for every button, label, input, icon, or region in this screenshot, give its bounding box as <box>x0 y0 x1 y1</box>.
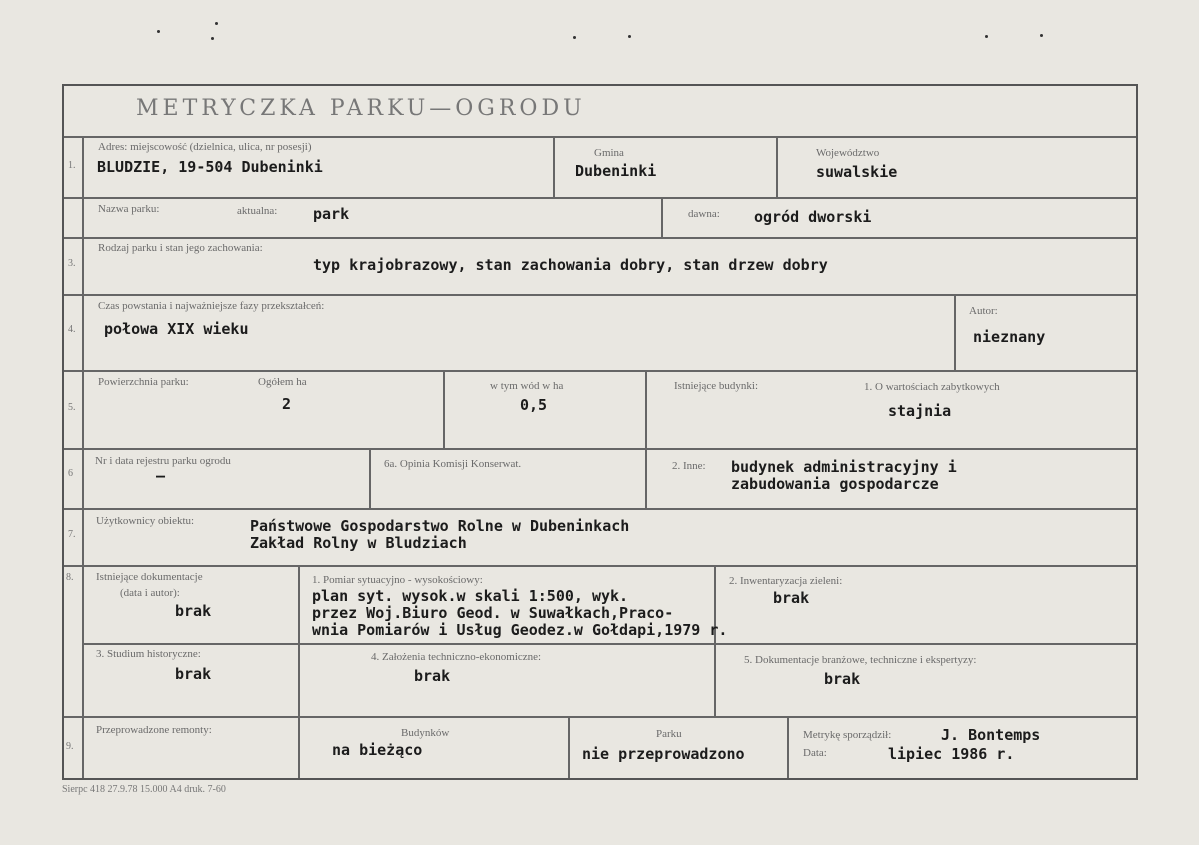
area-label: Powierzchnia parku: <box>98 376 189 388</box>
repairs-park-value: nie przeprowadzono <box>582 745 745 763</box>
other-buildings-value-2: zabudowania gospodarcze <box>731 475 939 493</box>
greenery-inventory-value: brak <box>773 589 810 607</box>
users-value-1: Państwowe Gospodarstwo Rolne w Dubeninkach <box>250 517 630 535</box>
water-area-label: w tym wód w ha <box>490 380 564 392</box>
monument-buildings-label: 1. O wartościach zabytkowych <box>864 381 1000 393</box>
existing-docs-sub-label: (data i autor): <box>120 587 180 599</box>
paper-speck <box>1040 34 1043 37</box>
col-divider <box>645 370 647 448</box>
col-divider <box>954 294 956 370</box>
address-value: BLUDZIE, 19-504 Dubeninki <box>97 158 323 176</box>
paper-speck <box>215 22 218 25</box>
row-number: 1. <box>68 160 76 171</box>
row-number: 5. <box>68 402 76 413</box>
col-divider <box>645 448 647 508</box>
paper-speck <box>628 35 631 38</box>
repairs-label: Przeprowadzone remonty: <box>96 724 212 736</box>
other-buildings-label: 2. Inne: <box>672 460 706 472</box>
paper-speck <box>985 35 988 38</box>
print-footer: Sierpc 418 27.9.78 15.000 A4 druk. 7-60 <box>62 784 226 795</box>
origin-value: połowa XIX wieku <box>104 320 249 338</box>
col-divider <box>714 565 716 716</box>
row-number: 7. <box>68 529 76 540</box>
row-divider <box>64 136 1136 138</box>
row-divider <box>64 508 1136 510</box>
repairs-park-label: Parku <box>656 728 682 740</box>
survey-label: 1. Pomiar sytuacyjno - wysokościowy: <box>312 574 483 586</box>
park-type-label: Rodzaj parku i stan jego zachowania: <box>98 242 263 254</box>
register-label: Nr i data rejestru parku ogrodu <box>95 455 231 467</box>
area-total-label: Ogółem ha <box>258 376 307 388</box>
survey-value-1: plan syt. wysok.w skali 1:500, wyk. <box>312 587 629 605</box>
paper-speck <box>157 30 160 33</box>
row-number: 8. <box>66 572 74 583</box>
branch-docs-label: 5. Dokumentacje branżowe, techniczne i ekspertyzy: <box>744 654 977 666</box>
row-divider <box>64 448 1136 450</box>
author-value: nieznany <box>973 328 1046 346</box>
paper-speck <box>211 37 214 40</box>
greenery-inventory-label: 2. Inwentaryzacja zieleni: <box>729 575 843 587</box>
col-divider <box>553 136 555 197</box>
form-title: METRYCZKA PARKU—OGRODU <box>136 96 586 121</box>
row-number: 9. <box>66 741 74 752</box>
park-type-value: typ krajobrazowy, stan zachowania dobry, stan drzew dobry <box>313 256 828 274</box>
prepared-by-value: J. Bontemps <box>941 726 1041 744</box>
other-buildings-value-1: budynek administracyjny i <box>731 458 957 476</box>
monument-buildings-value: stajnia <box>888 402 952 420</box>
users-value-2: Zakład Rolny w Bludziach <box>250 534 467 552</box>
former-name-value: ogród dworski <box>754 208 872 226</box>
row-number: 4. <box>68 324 76 335</box>
col-divider <box>298 565 300 778</box>
gmina-label: Gmina <box>594 147 624 159</box>
col-divider <box>568 716 570 778</box>
existing-buildings-label: Istniejące budynki: <box>674 380 759 392</box>
col-divider <box>787 716 789 778</box>
existing-docs-label: Istniejące dokumentacje <box>96 571 203 583</box>
branch-docs-value: brak <box>824 670 861 688</box>
paper-speck <box>573 36 576 39</box>
address-label: Adres: miejscowość (dzielnica, ulica, nr posesji) <box>98 141 312 153</box>
repairs-buildings-label: Budynków <box>401 727 450 739</box>
row-divider <box>64 197 1136 199</box>
tech-assumptions-label: 4. Założenia techniczno-ekonomiczne: <box>371 651 542 663</box>
gmina-value: Dubeninki <box>575 162 657 180</box>
existing-docs-value: brak <box>175 602 212 620</box>
area-total-value: 2 <box>282 395 292 413</box>
park-name-label: Nazwa parku: <box>98 203 160 215</box>
row-divider <box>64 716 1136 718</box>
row-divider <box>64 565 1136 567</box>
survey-value-2: przez Woj.Biuro Geod. w Suwałkach,Praco- <box>312 604 674 622</box>
row-divider <box>64 370 1136 372</box>
voivodeship-value: suwalskie <box>816 163 898 181</box>
voivodeship-label: Województwo <box>816 147 880 159</box>
row-divider <box>82 643 1136 645</box>
tech-assumptions-value: brak <box>414 667 451 685</box>
col-divider <box>661 197 663 237</box>
origin-label: Czas powstania i najważniejsze fazy przekształceń: <box>98 300 325 312</box>
water-area-value: 0,5 <box>520 396 548 414</box>
prepared-by-label: Metrykę sporządził: <box>803 729 892 741</box>
repairs-buildings-value: na bieżąco <box>332 741 423 759</box>
register-value: — <box>156 467 166 485</box>
form-frame <box>62 84 1138 780</box>
survey-value-3: wnia Pomiarów i Usług Geodez.w Gołdapi,1979 r. <box>312 621 728 639</box>
history-study-value: brak <box>175 665 212 683</box>
current-name-label: aktualna: <box>237 205 278 217</box>
current-name-value: park <box>313 205 350 223</box>
date-value: lipiec 1986 r. <box>888 745 1015 763</box>
former-name-label: dawna: <box>688 208 720 220</box>
number-column-divider <box>82 136 84 778</box>
col-divider <box>369 448 371 508</box>
conservation-opinion-label: 6a. Opinia Komisji Konserwat. <box>384 458 522 470</box>
row-divider <box>64 294 1136 296</box>
row-number: 3. <box>68 258 76 269</box>
col-divider <box>443 370 445 448</box>
date-label: Data: <box>803 747 827 759</box>
col-divider <box>776 136 778 197</box>
author-label: Autor: <box>969 305 998 317</box>
history-study-label: 3. Studium historyczne: <box>96 648 201 660</box>
row-number: 6 <box>68 468 73 479</box>
users-label: Użytkownicy obiektu: <box>96 515 195 527</box>
row-divider <box>64 237 1136 239</box>
